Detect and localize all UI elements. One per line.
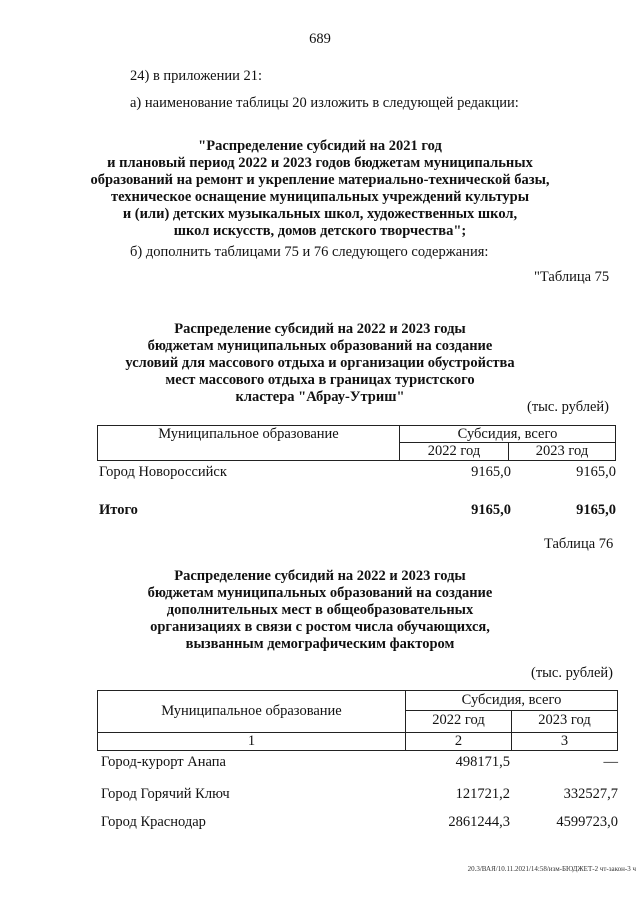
table75-total-2023: 9165,0 (576, 502, 616, 518)
table76-units: (тыс. рублей) (531, 665, 613, 681)
table75-header-2023: 2023 год (535, 443, 589, 459)
table76-row-2022: 121721,2 (455, 786, 510, 802)
table75-title-line: бюджетам муниципальных образований на создание (147, 338, 493, 354)
quoted-title-line: школ искусств, домов детского творчества"; (173, 223, 467, 239)
table76-row-name: Город Горячий Ключ (101, 786, 230, 802)
table76-colnum-2: 2 (454, 733, 463, 749)
footer-document-code: 20.3/ВАЯ/10.11.2021/14:58/изм-БЮДЖЕТ-2 чт-закон-3 ч (467, 865, 636, 873)
table76-title-line: Распределение субсидий на 2022 и 2023 годы (174, 568, 466, 584)
table76-title-line: организациях в связи с ростом числа обучающихся, (150, 619, 490, 635)
table76-numbers-bottom (97, 750, 618, 751)
table75-row-2023: 9165,0 (576, 464, 616, 480)
table76-colnum-3: 3 (560, 733, 569, 749)
table75-header-municipality: Муниципальное образование (158, 426, 339, 442)
table76-row-name: Город Краснодар (101, 814, 206, 830)
amendment-item: 24) в приложении 21: (130, 68, 263, 84)
quoted-title-line: "Распределение субсидий на 2021 год (198, 138, 442, 154)
quoted-title-line: и (или) детских музыкальных школ, художественных школ, (122, 206, 518, 222)
table76-header-subsidy: Субсидия, всего (461, 692, 562, 708)
table76-header-2023: 2023 год (538, 712, 591, 728)
table76-row-2022: 498171,5 (455, 754, 510, 770)
table76-header-2022: 2022 год (432, 712, 485, 728)
table75-title-line: условий для массового отдыха и организации обустройства (125, 355, 515, 371)
table75-border-right (615, 425, 616, 461)
table76-row-2023: 332527,7 (563, 786, 618, 802)
table75-units: (тыс. рублей) (527, 399, 609, 415)
table76-header-municipality: Муниципальное образование (161, 703, 342, 719)
table76-title-line: вызванным демографическим фактором (185, 636, 455, 652)
table76-row-2023: 4599723,0 (556, 814, 618, 830)
quoted-title-line: и плановый период 2022 и 2023 годов бюджетам муниципальных (107, 155, 533, 171)
page-number: 689 (309, 31, 331, 47)
table76-border-right (617, 690, 618, 751)
table75-title-line: Распределение субсидий на 2022 и 2023 годы (174, 321, 466, 337)
table75-row-2022: 9165,0 (471, 464, 511, 480)
table75-label: "Таблица 75 (534, 269, 610, 285)
table75-title-line: кластера "Абрау-Утриш" (235, 389, 405, 405)
table75-total-label: Итого (99, 502, 138, 518)
quoted-title-line: техническое оснащение муниципальных учреждений культуры (110, 189, 530, 205)
table76-title-line: дополнительных мест в общеобразовательных (166, 602, 474, 618)
table75-row-name: Город Новороссийск (99, 464, 227, 480)
table76-border-top (97, 690, 618, 691)
amendment-sub-a: а) наименование таблицы 20 изложить в следующей редакции: (130, 95, 519, 111)
table75-header-2022: 2022 год (427, 443, 481, 459)
quoted-title-line: образований на ремонт и укрепление материально-технической базы, (90, 172, 550, 188)
table75-border-header-bottom (97, 460, 616, 461)
table75-total-2022: 9165,0 (471, 502, 511, 518)
table76-label: Таблица 76 (544, 536, 614, 552)
table76-title-line: бюджетам муниципальных образований на создание (147, 585, 493, 601)
table75-header-subsidy: Субсидия, всего (457, 426, 558, 442)
table76-row-name: Город-курорт Анапа (101, 754, 226, 770)
table76-colnum-1: 1 (247, 733, 256, 749)
table76-row-2023: — (603, 754, 618, 770)
table76-row-2022: 2861244,3 (448, 814, 510, 830)
table75-title-line: мест массового отдыха в границах туристского (165, 372, 475, 388)
amendment-sub-b: б) дополнить таблицами 75 и 76 следующего содержания: (130, 244, 489, 260)
